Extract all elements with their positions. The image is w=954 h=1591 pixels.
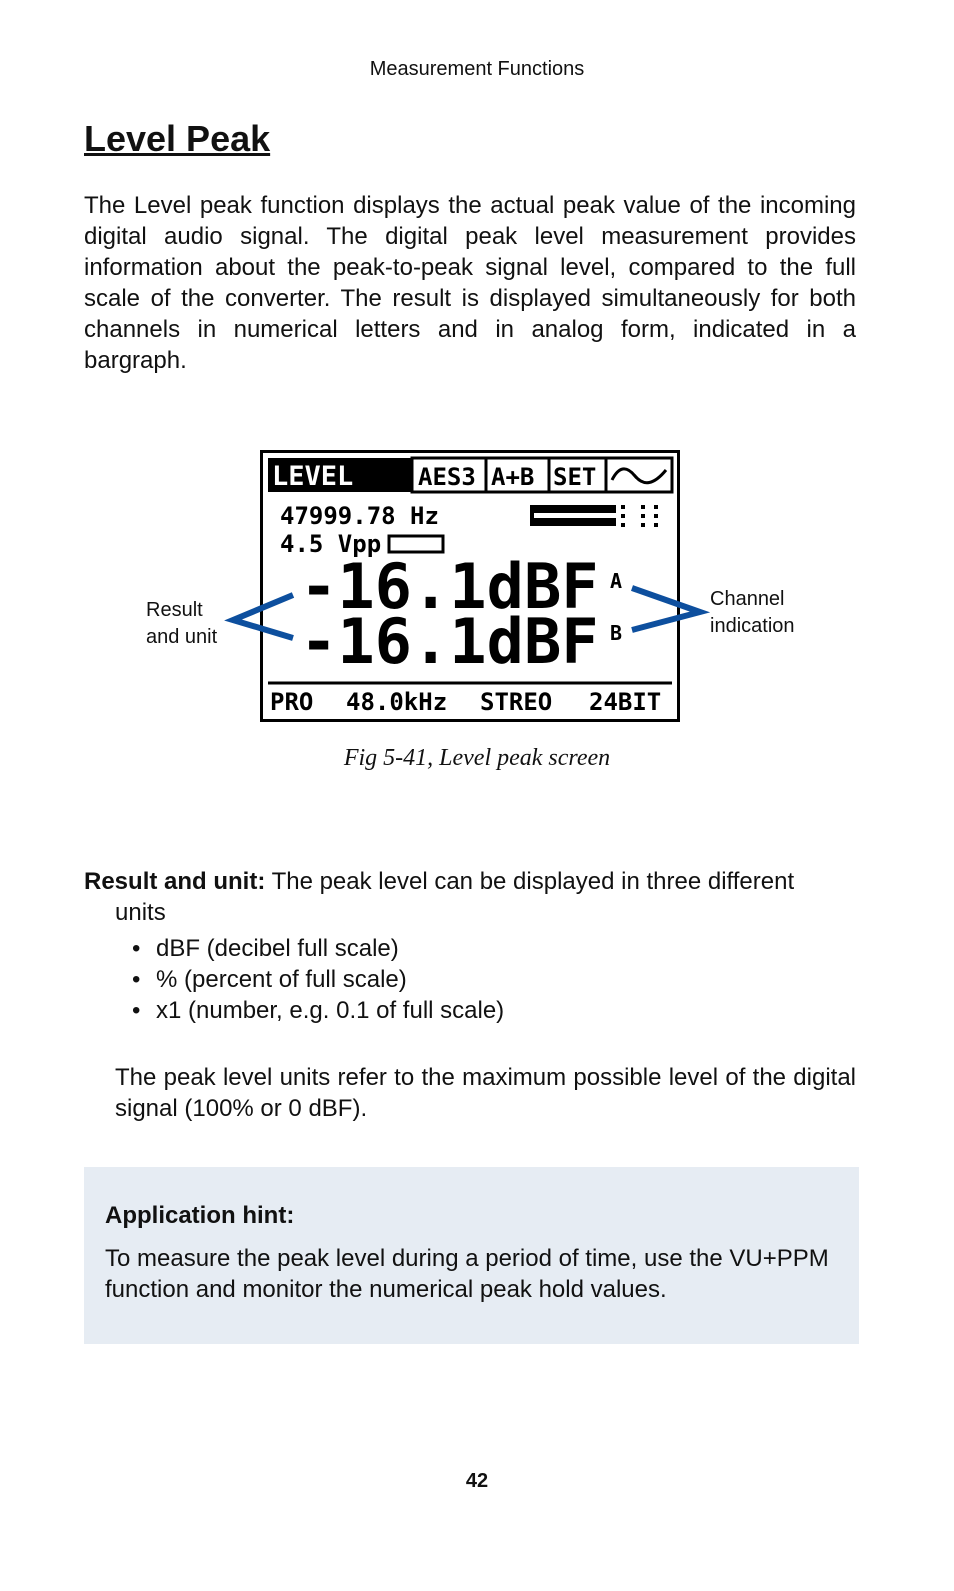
lcd-channel-b: B — [610, 621, 623, 645]
result-and-unit-paragraph — [84, 866, 856, 897]
figure-caption: Fig 5-41, Level peak screen — [343, 745, 611, 771]
lcd-status-pro: PRO — [270, 688, 314, 716]
units-list — [84, 933, 856, 1026]
peak-units-note: The peak level units refer to the maximum possible level of the digital signal (100% or 0 dBF). — [115, 1064, 856, 1122]
page-number: 42 — [465, 1470, 489, 1492]
lcd-frequency: 47999.78 Hz — [280, 502, 439, 530]
channel-callout-bracket — [632, 588, 700, 630]
bullet-icon: • — [132, 997, 141, 1024]
channel-label-line-1: Channel — [710, 588, 785, 610]
result-and-unit-continuation: units — [115, 899, 166, 926]
intro-paragraph: The Level peak function displays the actual peak value of the incoming digital audio signal. The digital peak level measurement provides information about the peak-to-peak signal level, compared to the full scale of the converter. The result is displayed simultaneously for both channels in numerical letters and in analog form, indicated in a bargraph. — [84, 192, 856, 374]
running-header: Measurement Functions — [369, 58, 585, 80]
lcd-tab-aes3: AES3 — [418, 463, 476, 491]
lcd-status-rate: 48.0kHz — [346, 688, 448, 716]
bullet-icon: • — [132, 966, 141, 993]
list-item: • x1 (number, e.g. 0.1 of full scale) — [132, 997, 505, 1024]
lcd-channel-a: A — [610, 569, 623, 593]
lcd-reading-a: -16.1dBF — [300, 550, 599, 623]
result-and-unit-section — [84, 866, 856, 1026]
result-label-line-1: Result — [146, 599, 203, 621]
list-item: • % (percent of full scale) — [132, 966, 407, 993]
lcd-voltage: 4.5 Vpp — [280, 530, 382, 558]
result-and-unit-label — [146, 597, 217, 651]
hint-title: Application hint: — [105, 1202, 295, 1229]
result-and-unit-term: Result and unit: — [84, 868, 266, 895]
lcd-tab-a-plus-b: A+B — [491, 463, 535, 491]
lcd-mode-label: LEVEL — [272, 461, 354, 492]
result-callout-bracket — [233, 595, 293, 638]
lcd-status-bits: 24BIT — [589, 688, 662, 716]
lcd-status-mode: STREO — [480, 688, 553, 716]
list-item: • dBF (decibel full scale) — [132, 935, 399, 962]
hint-text: To measure the peak level during a period of time, use the VU+PPM function and monitor the numerical peak hold values. — [105, 1245, 829, 1303]
lcd-reading-b: -16.1dBF — [300, 605, 599, 678]
result-label-line-2: and unit — [146, 626, 218, 648]
application-hint-box — [84, 1167, 859, 1344]
bullet-icon: • — [132, 935, 141, 962]
lcd-tab-set: SET — [553, 463, 597, 491]
section-title: Level Peak — [84, 118, 271, 159]
result-and-unit-text: The peak level can be displayed in three different — [265, 868, 795, 895]
channel-indication-label — [710, 586, 795, 640]
channel-label-line-2: indication — [710, 615, 795, 637]
